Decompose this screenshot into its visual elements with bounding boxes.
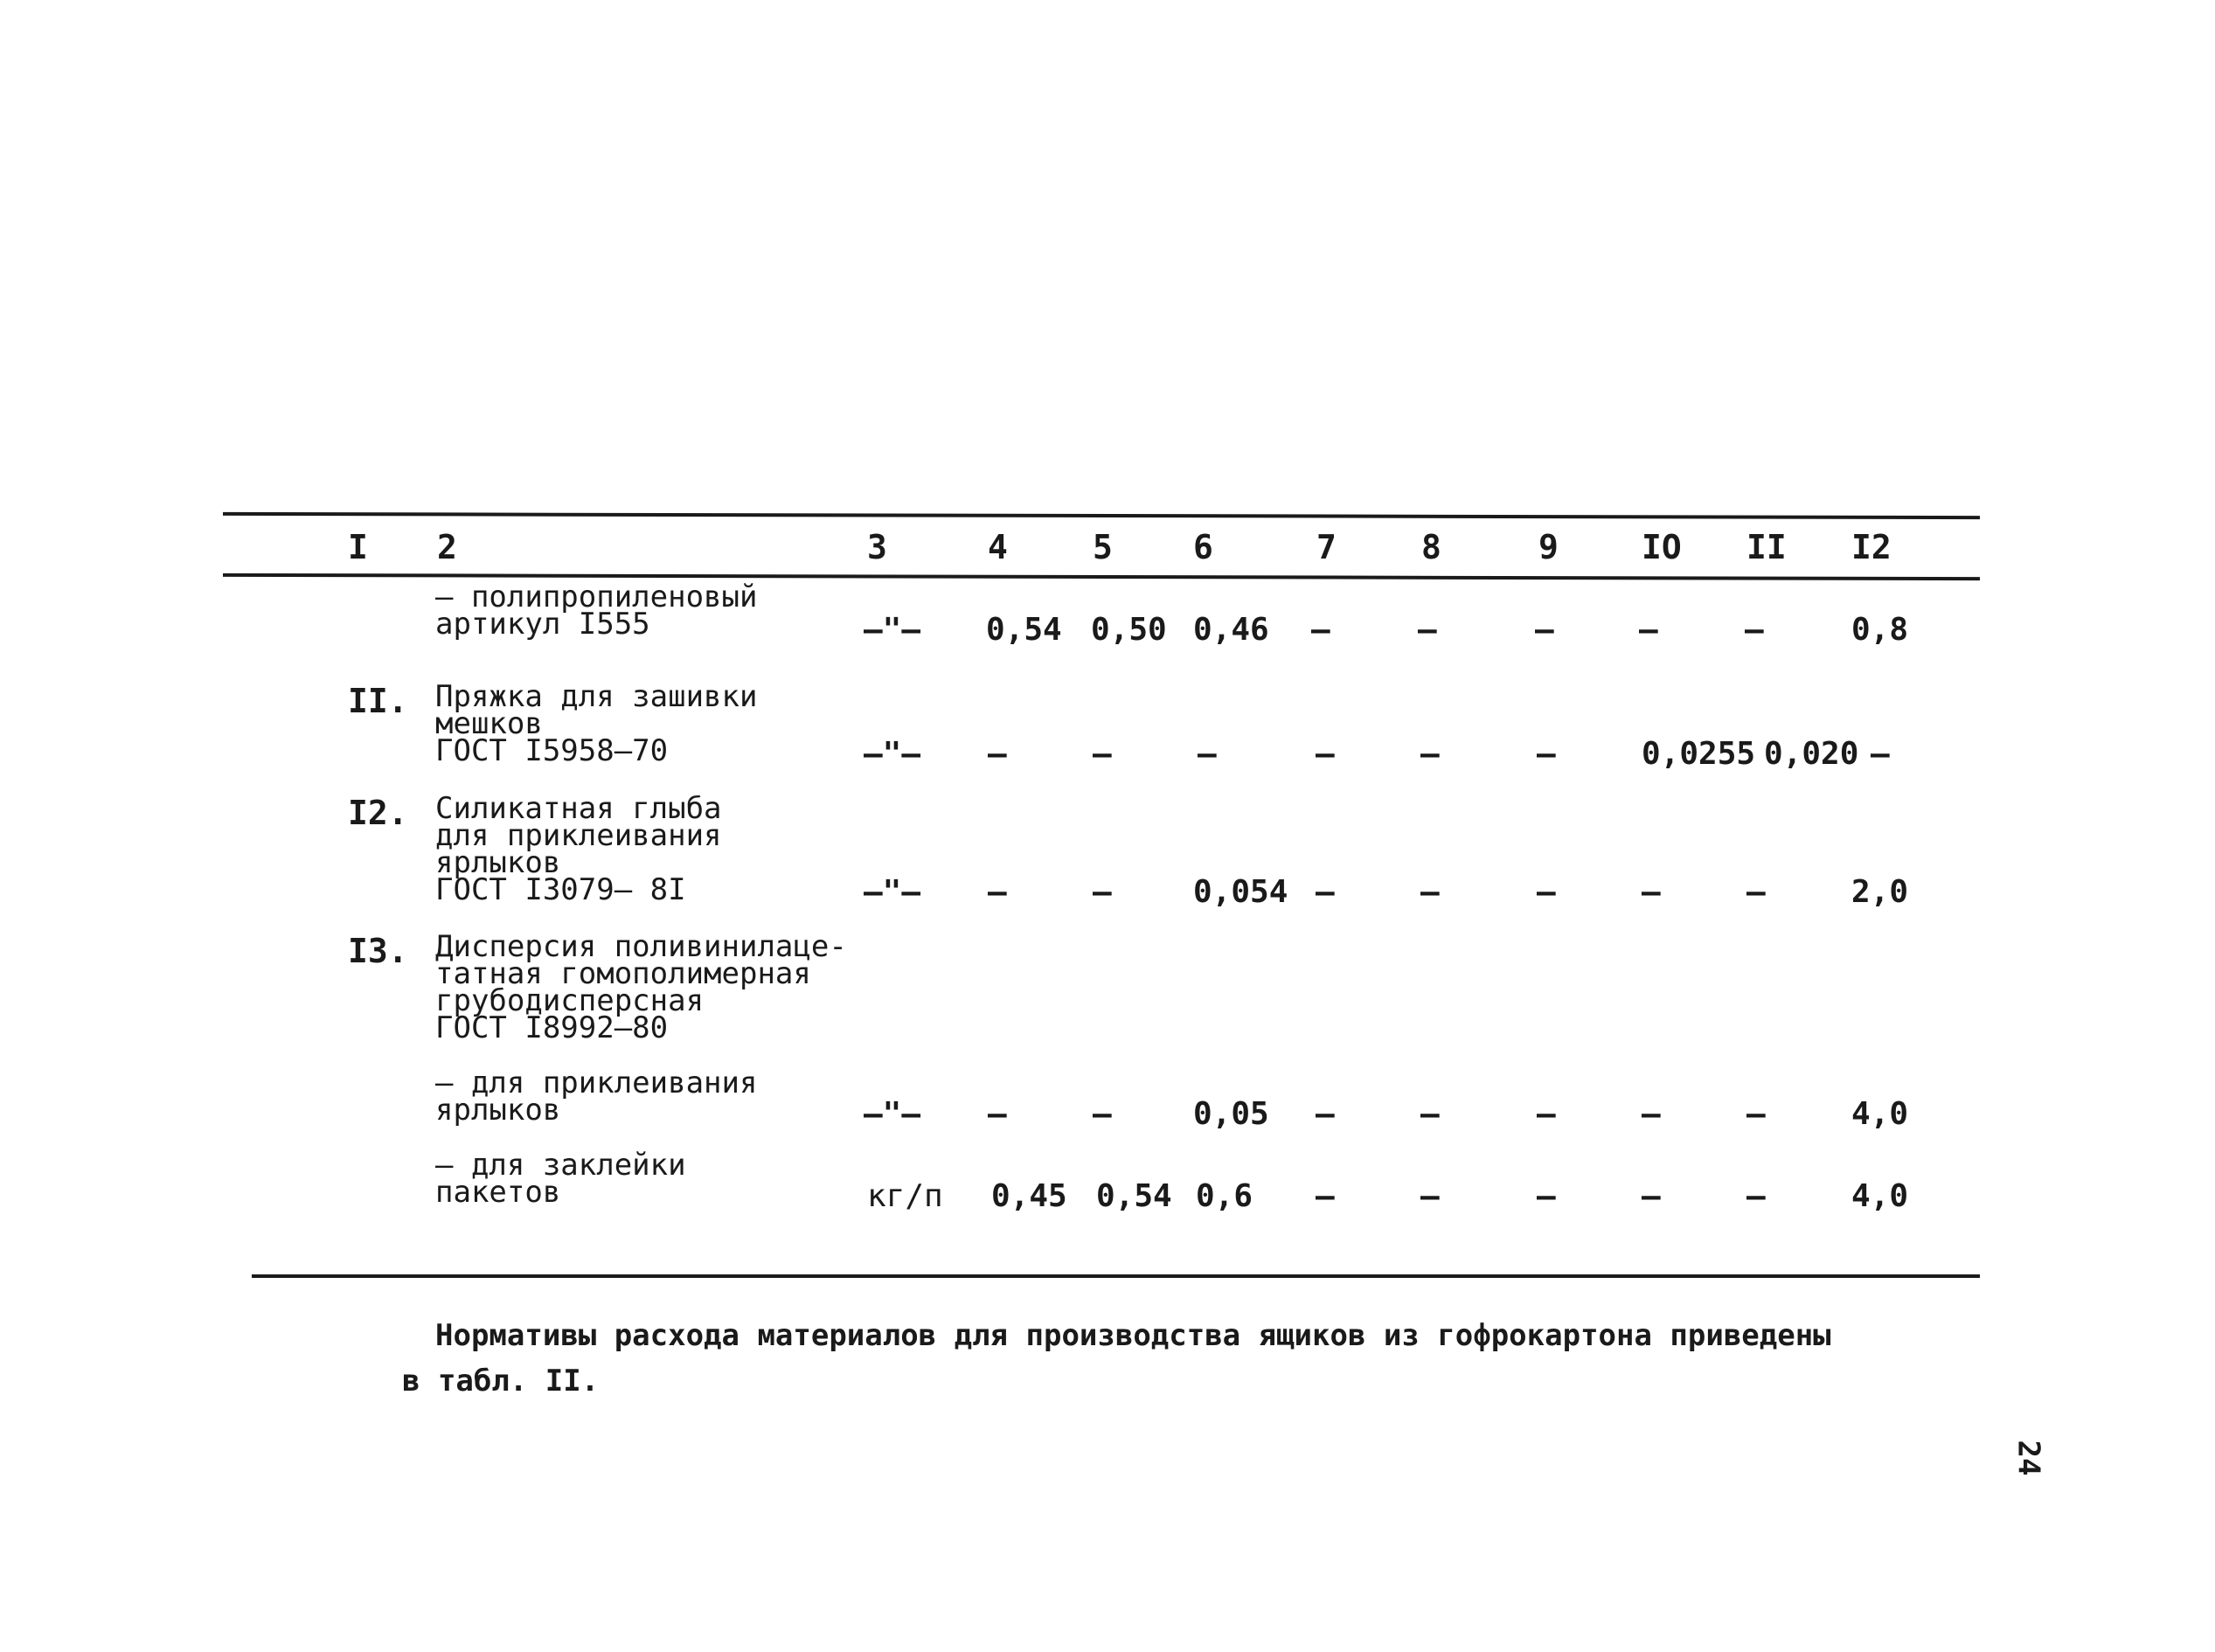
table-cell: – — [1746, 874, 1766, 910]
footnote-line-2: в табл. II. — [402, 1364, 600, 1399]
row-number: I2. — [348, 794, 408, 832]
table-cell: – — [988, 736, 1007, 772]
table-cell: – — [1642, 874, 1661, 910]
table-cell: – — [1639, 612, 1658, 648]
table-cell: – — [1746, 1178, 1766, 1214]
table-cell-unit: –"– — [864, 612, 921, 648]
table-row-desc: Пряжка для зашивки мешков ГОСТ I5958–70 — [435, 679, 758, 768]
table-cell-unit: –"– — [864, 874, 921, 910]
table-cell: – — [1093, 736, 1112, 772]
table-cell: 4,0 — [1851, 1178, 1909, 1214]
table-bottom-rule — [252, 1274, 1980, 1278]
table-cell: – — [1420, 1096, 1440, 1132]
col-header-9: 9 — [1538, 528, 1559, 566]
table-cell: – — [1093, 1096, 1112, 1132]
table-cell: – — [1537, 736, 1556, 772]
table-cell: – — [1535, 612, 1554, 648]
table-row-desc: – для приклеивания ярлыков — [435, 1065, 758, 1128]
table-cell: 0,54 — [1096, 1178, 1172, 1214]
row-number: II. — [348, 682, 408, 720]
col-header-1: I — [348, 528, 368, 566]
table-cell: 0,54 — [986, 612, 1062, 648]
table-cell: – — [1316, 1178, 1335, 1214]
table-row-desc: – полипропиленовый артикул I555 — [435, 580, 758, 642]
table-cell: – — [1198, 736, 1217, 772]
table-cell: – — [1745, 612, 1764, 648]
col-header-11: II — [1746, 528, 1787, 566]
table-cell: – — [988, 1096, 1007, 1132]
table-cell: 0,05 — [1193, 1096, 1269, 1132]
table-cell-unit: –"– — [864, 1096, 921, 1132]
table-cell: 0,0255 — [1642, 736, 1756, 772]
col-header-12: I2 — [1851, 528, 1892, 566]
table-cell: – — [1093, 874, 1112, 910]
table-cell: – — [1537, 1178, 1556, 1214]
table-cell: – — [1316, 736, 1335, 772]
table-cell: – — [1746, 1096, 1766, 1132]
table-cell: 4,0 — [1851, 1096, 1909, 1132]
table-cell: – — [1642, 1178, 1661, 1214]
table-cell-unit: –"– — [864, 736, 921, 772]
table-cell-unit: кг/п — [867, 1178, 943, 1214]
table-cell: – — [1420, 736, 1440, 772]
col-header-10: IO — [1642, 528, 1682, 566]
table-cell: – — [1871, 736, 1890, 772]
col-header-7: 7 — [1316, 528, 1337, 566]
table-cell: – — [1537, 1096, 1556, 1132]
table-cell: – — [1420, 1178, 1440, 1214]
table-cell: 0,46 — [1193, 612, 1269, 648]
table-cell: 0,8 — [1851, 612, 1909, 648]
table-cell: 0,6 — [1196, 1178, 1253, 1214]
table-cell: – — [1311, 612, 1330, 648]
table-cell: 0,020 — [1764, 736, 1859, 772]
table-top-rule — [223, 512, 1980, 519]
row-number: I3. — [348, 932, 408, 970]
table-cell: – — [1537, 874, 1556, 910]
col-header-2: 2 — [437, 528, 457, 566]
table-cell: – — [1642, 1096, 1661, 1132]
page-number: 24 — [2010, 1440, 2046, 1476]
table-cell: 0,50 — [1091, 612, 1167, 648]
col-header-8: 8 — [1421, 528, 1441, 566]
table-cell: – — [988, 874, 1007, 910]
table-row-desc: Дисперсия поливинилаце- татная гомополимерная грубодисперсная ГОСТ I8992–80 — [435, 929, 847, 1045]
col-header-4: 4 — [988, 528, 1008, 566]
table-cell: 0,45 — [991, 1178, 1067, 1214]
table-row-desc: Силикатная глыба для приклеивания ярлыков ГОСТ I3079– 8I — [435, 791, 722, 907]
table-cell: 2,0 — [1851, 874, 1909, 910]
table-cell: – — [1316, 874, 1335, 910]
table-cell: – — [1420, 874, 1440, 910]
table-row-desc: – для заклейки пакетов — [435, 1148, 686, 1210]
col-header-6: 6 — [1193, 528, 1213, 566]
table-cell: – — [1316, 1096, 1335, 1132]
table-cell: – — [1418, 612, 1437, 648]
col-header-5: 5 — [1093, 528, 1113, 566]
table-cell: 0,054 — [1193, 874, 1288, 910]
footnote-line-1: Нормативы расхода материалов для производства ящиков из гофрокартона приведены — [435, 1318, 1831, 1353]
col-header-3: 3 — [867, 528, 887, 566]
